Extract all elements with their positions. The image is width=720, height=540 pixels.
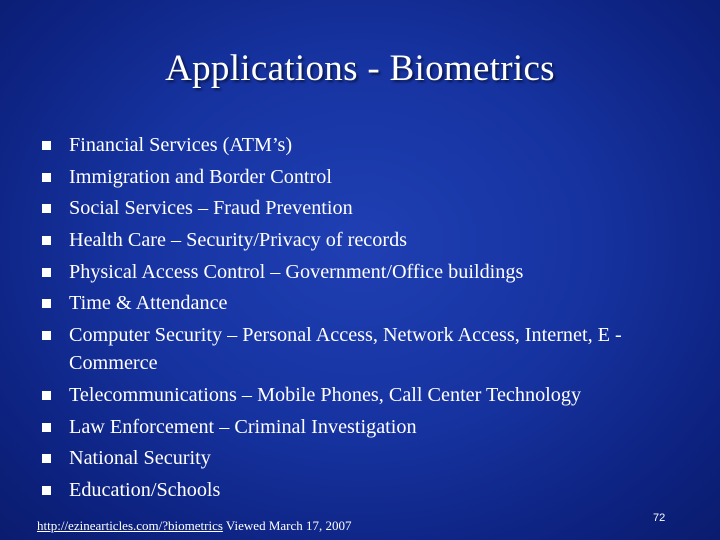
source-citation: [37, 518, 352, 534]
bullet-text: Telecommunications – Mobile Phones, Call Center Technology: [69, 383, 582, 406]
slide-title: Applications - Biometrics: [165, 48, 555, 89]
bullet-text: National Security: [69, 447, 211, 470]
square-bullet-icon: [42, 236, 51, 245]
viewed-date-text: Viewed March 17, 2007: [222, 518, 352, 533]
bullet-list: [40, 131, 700, 508]
square-bullet-icon: [42, 173, 51, 182]
square-bullet-icon: [42, 204, 51, 213]
bullet-text: Immigration and Border Control: [69, 165, 332, 188]
bullet-text: Time & Attendance: [69, 292, 228, 315]
bullet-item: [40, 321, 700, 377]
square-bullet-icon: [42, 299, 51, 308]
page-number: 72: [653, 512, 666, 524]
bullet-item: [40, 131, 700, 159]
bullet-text: Health Care – Security/Privacy of records: [69, 229, 408, 252]
bullet-item: [40, 226, 700, 254]
square-bullet-icon: [42, 268, 51, 277]
square-bullet-icon: [42, 141, 51, 150]
bullet-text: Social Services – Fraud Prevention: [69, 197, 353, 220]
bullet-item: [40, 476, 700, 504]
bullet-text: Education/Schools: [69, 478, 221, 501]
bullet-item: [40, 258, 700, 286]
square-bullet-icon: [42, 454, 51, 463]
square-bullet-icon: [42, 331, 51, 340]
bullet-item: [40, 163, 700, 191]
bullet-text: Financial Services (ATM’s): [69, 134, 293, 156]
bullet-item: [40, 444, 700, 472]
source-link[interactable]: http://ezinearticles.com/?biometrics: [37, 518, 223, 533]
bullet-item: [40, 413, 700, 441]
bullet-item: [40, 194, 700, 222]
square-bullet-icon: [42, 486, 51, 495]
bullet-item: [40, 289, 700, 317]
square-bullet-icon: [42, 423, 51, 432]
bullet-item: [40, 381, 700, 409]
square-bullet-icon: [42, 391, 51, 400]
bullet-text: Law Enforcement – Criminal Investigation: [69, 415, 417, 438]
bullet-text: Computer Security – Personal Access, Network Access, Internet, E -Commerce: [69, 324, 622, 375]
bullet-text: Physical Access Control – Government/Office buildings: [69, 260, 524, 283]
